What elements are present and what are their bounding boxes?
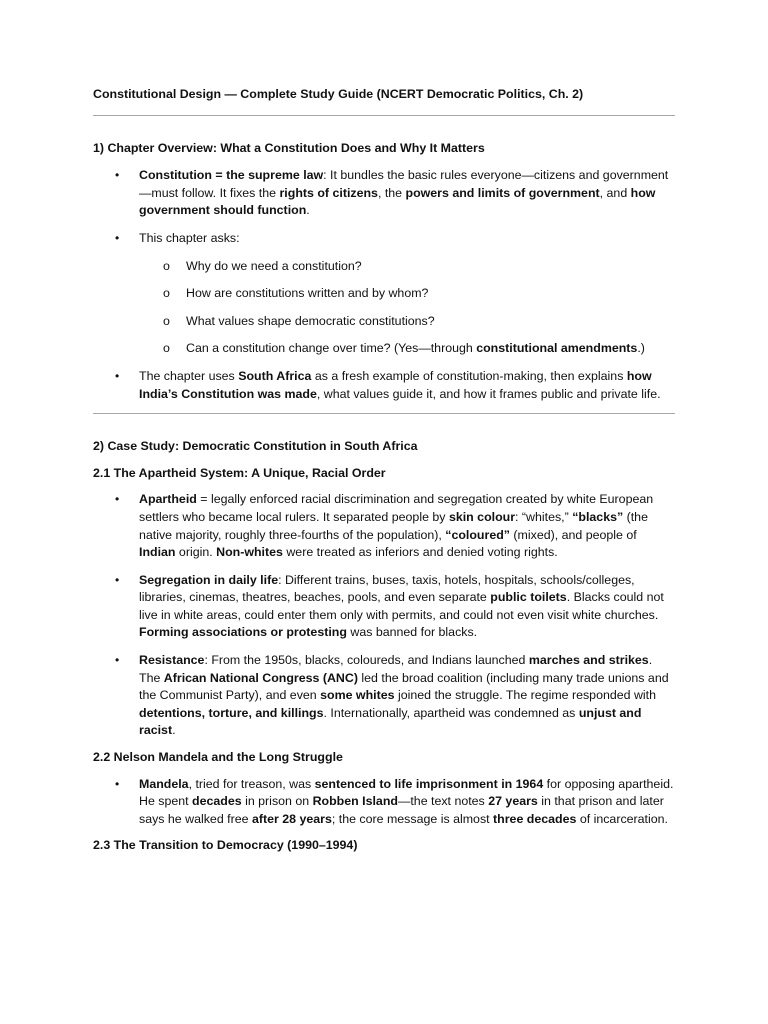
- text-run: The chapter uses: [139, 368, 239, 383]
- text-bold: public toilets: [490, 590, 567, 605]
- text-run: led the broad coalition (including many trade unions and the Communist Party), and even: [139, 670, 669, 703]
- text-run: was banned for blacks.: [346, 625, 478, 640]
- text-run: (mixed), and people of: [509, 527, 637, 542]
- text-run: . Internationally, apartheid was condemned as: [323, 705, 579, 720]
- section-1-list-continued: [93, 368, 675, 403]
- sub-bullet-icon: o: [163, 313, 170, 328]
- text-run: Can a constitution change over time? (Yes—through: [186, 341, 477, 356]
- text-run: , what values guide it, and how it frames public and private life.: [316, 386, 661, 401]
- text-bold: after 28 years: [251, 811, 332, 826]
- text-bold: Indian: [139, 545, 176, 560]
- text-run: : From the 1950s, blacks, coloureds, and Indians launched: [204, 653, 529, 668]
- document-title: Constitutional Design — Complete Study Guide (NCERT Democratic Politics, Ch. 2): [93, 87, 584, 101]
- text-bold: Non-whites: [216, 545, 283, 560]
- text-bold: unjust and racist: [139, 705, 642, 738]
- text-run: in that prison and later says he walked free: [139, 794, 664, 826]
- text-bold: skin colour: [448, 509, 516, 524]
- text-run: , and: [599, 185, 631, 200]
- sub-bullet-icon: o: [163, 258, 170, 273]
- text-bold: decades: [192, 794, 242, 809]
- text-run: Why do we need a constitution?: [186, 258, 362, 273]
- text-bold: constitutional amendments: [476, 341, 638, 356]
- text-run: . Blacks could not live in white areas, could enter them only with permits, and could not even visit white churches.: [139, 590, 664, 622]
- subsection-2-2-heading: 2.2 Nelson Mandela and the Long Struggle: [93, 750, 343, 765]
- text-bold: Constitution = the supreme law: [139, 168, 324, 183]
- sub-list-item: [93, 258, 675, 276]
- text-run: : Different trains, buses, taxis, hotels, hospitals, schools/colleges, libraries, cinemas, theatres, beaches, pools, and even separate: [139, 572, 635, 605]
- text-bold: “coloured”: [445, 527, 510, 542]
- chapter-questions-list: [93, 258, 675, 358]
- section-2-heading: 2) Case Study: Democratic Constitution in South Africa: [93, 439, 418, 454]
- text-run: , the: [377, 185, 406, 200]
- text-bold: “blacks”: [572, 509, 624, 524]
- text-bold: Segregation in daily life: [139, 572, 279, 587]
- text-run: This chapter asks:: [139, 230, 240, 245]
- text-bold: detentions, torture, and killings: [139, 705, 324, 720]
- text-run: origin.: [175, 545, 217, 560]
- bullet-icon: •: [115, 572, 120, 587]
- text-run: .: [306, 203, 310, 218]
- bullet-icon: •: [115, 653, 120, 668]
- list-item: [93, 230, 675, 248]
- text-run: (the native majority, roughly three-fourths of the population),: [139, 509, 648, 542]
- text-bold: marches and strikes: [528, 653, 649, 668]
- text-run: , tried for treason, was: [188, 776, 315, 791]
- text-bold: Robben Island: [312, 794, 398, 809]
- horizontal-rule: [93, 413, 675, 414]
- text-bold: how India’s Constitution was made: [139, 368, 652, 401]
- section-1-list: [93, 167, 675, 247]
- text-bold: Apartheid: [139, 492, 197, 507]
- text-bold: three decades: [493, 811, 577, 826]
- text-run: . The: [139, 653, 653, 685]
- text-run: were treated as inferiors and denied voting rights.: [282, 545, 558, 560]
- text-bold: rights of citizens: [279, 185, 378, 200]
- text-bold: South Africa: [238, 368, 312, 383]
- text-bold: Resistance: [139, 653, 205, 668]
- text-run: How are constitutions written and by whom?: [186, 286, 429, 301]
- text-run: .: [172, 723, 176, 738]
- text-bold: Forming associations or protesting: [139, 625, 347, 640]
- sub-bullet-icon: o: [163, 286, 170, 301]
- bullet-icon: •: [115, 368, 120, 383]
- section-2-2-list: [93, 776, 675, 829]
- document-page: [93, 86, 675, 855]
- text-bold: sentenced to life imprisonment in 1964: [314, 776, 544, 791]
- list-item: [93, 491, 675, 561]
- text-run: in prison on: [241, 794, 313, 809]
- list-item: [93, 368, 675, 403]
- text-run: for opposing apartheid. He spent: [139, 776, 674, 809]
- section-2-1-list: [93, 491, 675, 740]
- subsection-2-3-heading: 2.3 The Transition to Democracy (1990–1994): [93, 838, 358, 853]
- text-bold: African National Congress (ANC): [163, 670, 358, 685]
- text-bold: 27 years: [488, 794, 538, 809]
- list-item: [93, 167, 675, 220]
- text-run: joined the struggle. The regime responded with: [394, 688, 657, 703]
- list-item: [93, 776, 675, 829]
- text-run: = legally enforced racial discrimination and segregation created by white European settlers who became local rulers. It separated people by: [139, 492, 654, 524]
- text-run: What values shape democratic constitutions?: [186, 313, 435, 328]
- sub-bullet-icon: o: [163, 341, 170, 356]
- list-item: [93, 652, 675, 740]
- text-run: : “whites,”: [515, 509, 573, 524]
- text-run: : It bundles the basic rules everyone—citizens and government—must follow. It fixes the: [139, 168, 669, 200]
- text-run: .): [637, 341, 645, 356]
- text-run: as a fresh example of constitution-making, then explains: [311, 368, 627, 383]
- sub-list-item: [93, 340, 675, 358]
- bullet-icon: •: [115, 776, 120, 791]
- text-bold: powers and limits of government: [405, 185, 600, 200]
- text-run: ; the core message is almost: [331, 811, 494, 826]
- bullet-icon: •: [115, 230, 120, 245]
- sub-list-item: [93, 285, 675, 303]
- bullet-icon: •: [115, 168, 120, 183]
- text-bold: how government should function: [139, 185, 656, 218]
- text-run: —the text notes: [397, 794, 489, 809]
- text-bold: Mandela: [139, 776, 189, 791]
- subsection-2-1-heading: 2.1 The Apartheid System: A Unique, Racial Order: [93, 465, 386, 480]
- text-bold: some whites: [320, 688, 395, 703]
- section-1-heading: 1) Chapter Overview: What a Constitution Does and Why It Matters: [93, 140, 485, 155]
- horizontal-rule: [93, 115, 675, 116]
- list-item: [93, 572, 675, 642]
- text-run: of incarceration.: [576, 811, 668, 826]
- sub-list-item: [93, 313, 675, 331]
- bullet-icon: •: [115, 492, 120, 507]
